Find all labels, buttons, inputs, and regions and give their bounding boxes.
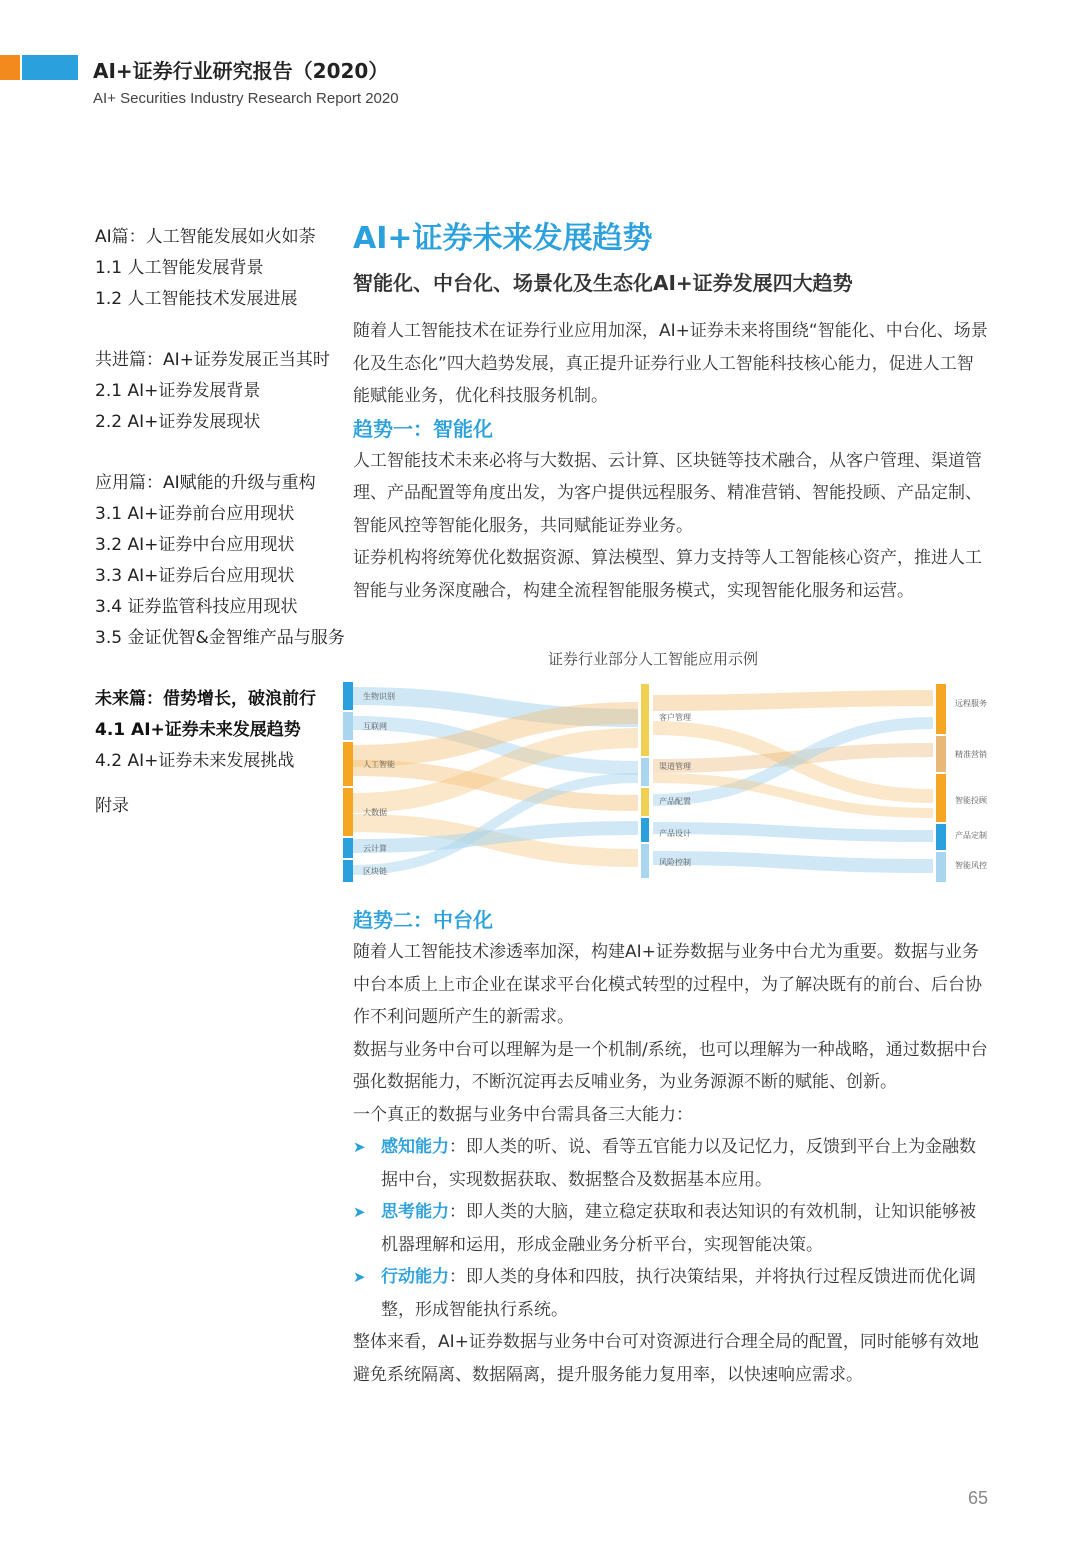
- toc-section-4[interactable]: 未来篇：借势增长，破浪前行: [95, 689, 316, 709]
- label-product-design: 产品设计: [659, 829, 691, 838]
- flow-link: [653, 698, 933, 703]
- label-product-custom: 产品定制: [955, 831, 987, 840]
- main-content-bottom: [353, 904, 988, 1391]
- toc-item-3-1[interactable]: 3.1 AI+证券前台应用现状: [95, 504, 295, 524]
- label-precision-marketing: 精准营销: [955, 750, 987, 759]
- trend1-heading: 趋势一：智能化: [353, 416, 493, 441]
- target-nodes: [936, 684, 946, 882]
- toc-item-1-2[interactable]: 1.2 人工智能技术发展进展: [95, 289, 298, 309]
- node-remote-service: [936, 684, 946, 734]
- node-bigdata: [343, 788, 353, 836]
- label-ai: 人工智能: [363, 760, 395, 769]
- label-blockchain: 区块链: [363, 867, 387, 876]
- label-internet: 互联网: [363, 722, 387, 731]
- trend1-paragraph-2: 证券机构将统筹优化数据资源、算法模型、算力支持等人工智能核心资产，推进人工智能与业务深度融合，构建全流程智能服务模式，实现智能化服务和运营。: [353, 548, 982, 601]
- toc-appendix[interactable]: 附录: [95, 796, 129, 816]
- node-blockchain: [343, 860, 353, 882]
- toc-item-3-2[interactable]: 3.2 AI+证券中台应用现状: [95, 535, 295, 555]
- capability-text: ：即人类的身体和四肢，执行决策结果，并将执行过程反馈进而优化调整，形成智能执行系统。: [381, 1267, 976, 1320]
- node-ai: [343, 742, 353, 786]
- trend2-paragraph-2: 数据与业务中台可以理解为是一个机制/系统，也可以理解为一种战略，通过数据中台强化数据能力，不断沉淀再去反哺业务，为业务源源不断的赋能、创新。: [353, 1039, 988, 1092]
- node-channel-mgmt: [641, 758, 649, 786]
- toc-item-3-3[interactable]: 3.3 AI+证券后台应用现状: [95, 566, 295, 586]
- trend2-paragraph-3: 一个真正的数据与业务中台需具备三大能力：: [353, 1104, 693, 1125]
- toc-item-3-4[interactable]: 3.4 证券监管科技应用现状: [95, 597, 298, 617]
- source-nodes: [343, 682, 353, 882]
- report-subtitle: AI+ Securities Industry Research Report 2020: [93, 90, 399, 107]
- arrow-bullet-icon: ➤: [353, 1268, 366, 1286]
- capability-action: [353, 1261, 988, 1326]
- toc-item-2-2[interactable]: 2.2 AI+证券发展现状: [95, 412, 261, 432]
- label-channel-mgmt: 渠道管理: [659, 762, 691, 771]
- node-biometrics: [343, 682, 353, 710]
- toc-section-3[interactable]: 应用篇：AI赋能的升级与重构: [95, 473, 316, 493]
- label-remote-service: 远程服务: [955, 699, 987, 708]
- sankey-svg: [343, 678, 993, 888]
- node-product-design: [641, 818, 649, 842]
- label-robo-advisor: 智能投顾: [955, 796, 987, 805]
- arrow-bullet-icon: ➤: [353, 1203, 366, 1221]
- node-product-config: [641, 788, 649, 816]
- chart-title: 证券行业部分人工智能应用示例: [547, 650, 758, 668]
- flow-link: [653, 858, 933, 866]
- label-smart-risk: 智能风控: [955, 861, 987, 870]
- node-precision-marketing: [936, 736, 946, 772]
- section-subtitle: 智能化、中台化、场景化及生态化AI+证券发展四大趋势: [353, 271, 853, 295]
- flow-link: [653, 828, 933, 836]
- label-risk-control: 风险控制: [659, 858, 691, 867]
- label-bigdata: 大数据: [363, 808, 387, 817]
- toc-item-4-2[interactable]: 4.2 AI+证券未来发展挑战: [95, 751, 295, 771]
- node-robo-advisor: [936, 774, 946, 822]
- capability-text: ：即人类的大脑，建立稳定获取和表达知识的有效机制，让知识能够被机器理解和运用，形成金融业务分析平台，实现智能决策。: [381, 1202, 976, 1255]
- toc-item-2-1[interactable]: 2.1 AI+证券发展背景: [95, 381, 261, 401]
- arrow-bullet-icon: ➤: [353, 1138, 366, 1156]
- node-internet: [343, 712, 353, 740]
- sankey-chart: [343, 678, 993, 888]
- middle-nodes: [641, 684, 649, 878]
- label-biometrics: 生物识别: [363, 692, 395, 701]
- trend2-paragraph-1: 随着人工智能技术渗透率加深，构建AI+证券数据与业务中台尤为重要。数据与业务中台本质上上市企业在谋求平台化模式转型的过程中，为了解决既有的前台、后台协作不利问题所产生的新需求。: [353, 942, 982, 1027]
- toc-section-2[interactable]: 共进篇：AI+证券发展正当其时: [95, 350, 330, 370]
- node-customer-mgmt: [641, 684, 649, 756]
- trend2-heading: 趋势二：中台化: [353, 908, 493, 932]
- label-customer-mgmt: 客户管理: [659, 713, 691, 722]
- toc-item-3-5[interactable]: 3.5 金证优智&金智维产品与服务: [95, 628, 345, 648]
- report-title: AI+证券行业研究报告（2020）: [93, 59, 389, 83]
- section-title: AI+证券未来发展趋势: [353, 221, 653, 256]
- page-number: 65: [968, 1488, 989, 1508]
- header-accent-orange: [0, 55, 20, 80]
- node-risk-control: [641, 844, 649, 878]
- intro-paragraph: 随着人工智能技术在证券行业应用加深，AI+证券未来将围绕“智能化、中台化、场景化及生态化”四大趋势发展，真正提升证券行业人工智能科技核心能力，促进人工智能赋能业务，优化科技服务机制。: [353, 321, 988, 406]
- label-product-config: 产品配置: [659, 797, 691, 806]
- capability-term: 感知能力: [381, 1137, 449, 1157]
- toc-section-1[interactable]: AI篇：人工智能发展如火如荼: [95, 227, 316, 247]
- trend1-paragraph-1: 人工智能技术未来必将与大数据、云计算、区块链等技术融合，从客户管理、渠道管理、产品配置等角度出发，为客户提供远程服务、精准营销、智能投顾、产品定制、智能风控等智能化服务，共同赋能证券业务。: [353, 450, 982, 536]
- node-smart-risk: [936, 852, 946, 882]
- toc-item-4-1-current[interactable]: 4.1 AI+证券未来发展趋势: [95, 720, 301, 740]
- node-cloud: [343, 838, 353, 858]
- capability-term: 行动能力: [381, 1267, 449, 1287]
- toc-item-1-1[interactable]: 1.1 人工智能发展背景: [95, 258, 264, 278]
- table-of-contents: [95, 222, 350, 822]
- capability-perception: [353, 1131, 988, 1196]
- main-content-top: [353, 218, 988, 607]
- capability-text: ：即人类的听、说、看等五官能力以及记忆力，反馈到平台上为金融数据中台，实现数据获取、数据整合及数据基本应用。: [381, 1137, 976, 1190]
- conclusion-paragraph: 整体来看，AI+证券数据与业务中台可对资源进行合理全局的配置，同时能够有效地避免系统隔离、数据隔离，提升服务能力复用率，以快速响应需求。: [353, 1332, 979, 1385]
- capability-thinking: [353, 1196, 988, 1261]
- node-product-custom: [936, 824, 946, 850]
- header-accent-blue: [22, 55, 78, 80]
- capability-term: 思考能力: [381, 1202, 449, 1222]
- label-cloud: 云计算: [363, 844, 387, 853]
